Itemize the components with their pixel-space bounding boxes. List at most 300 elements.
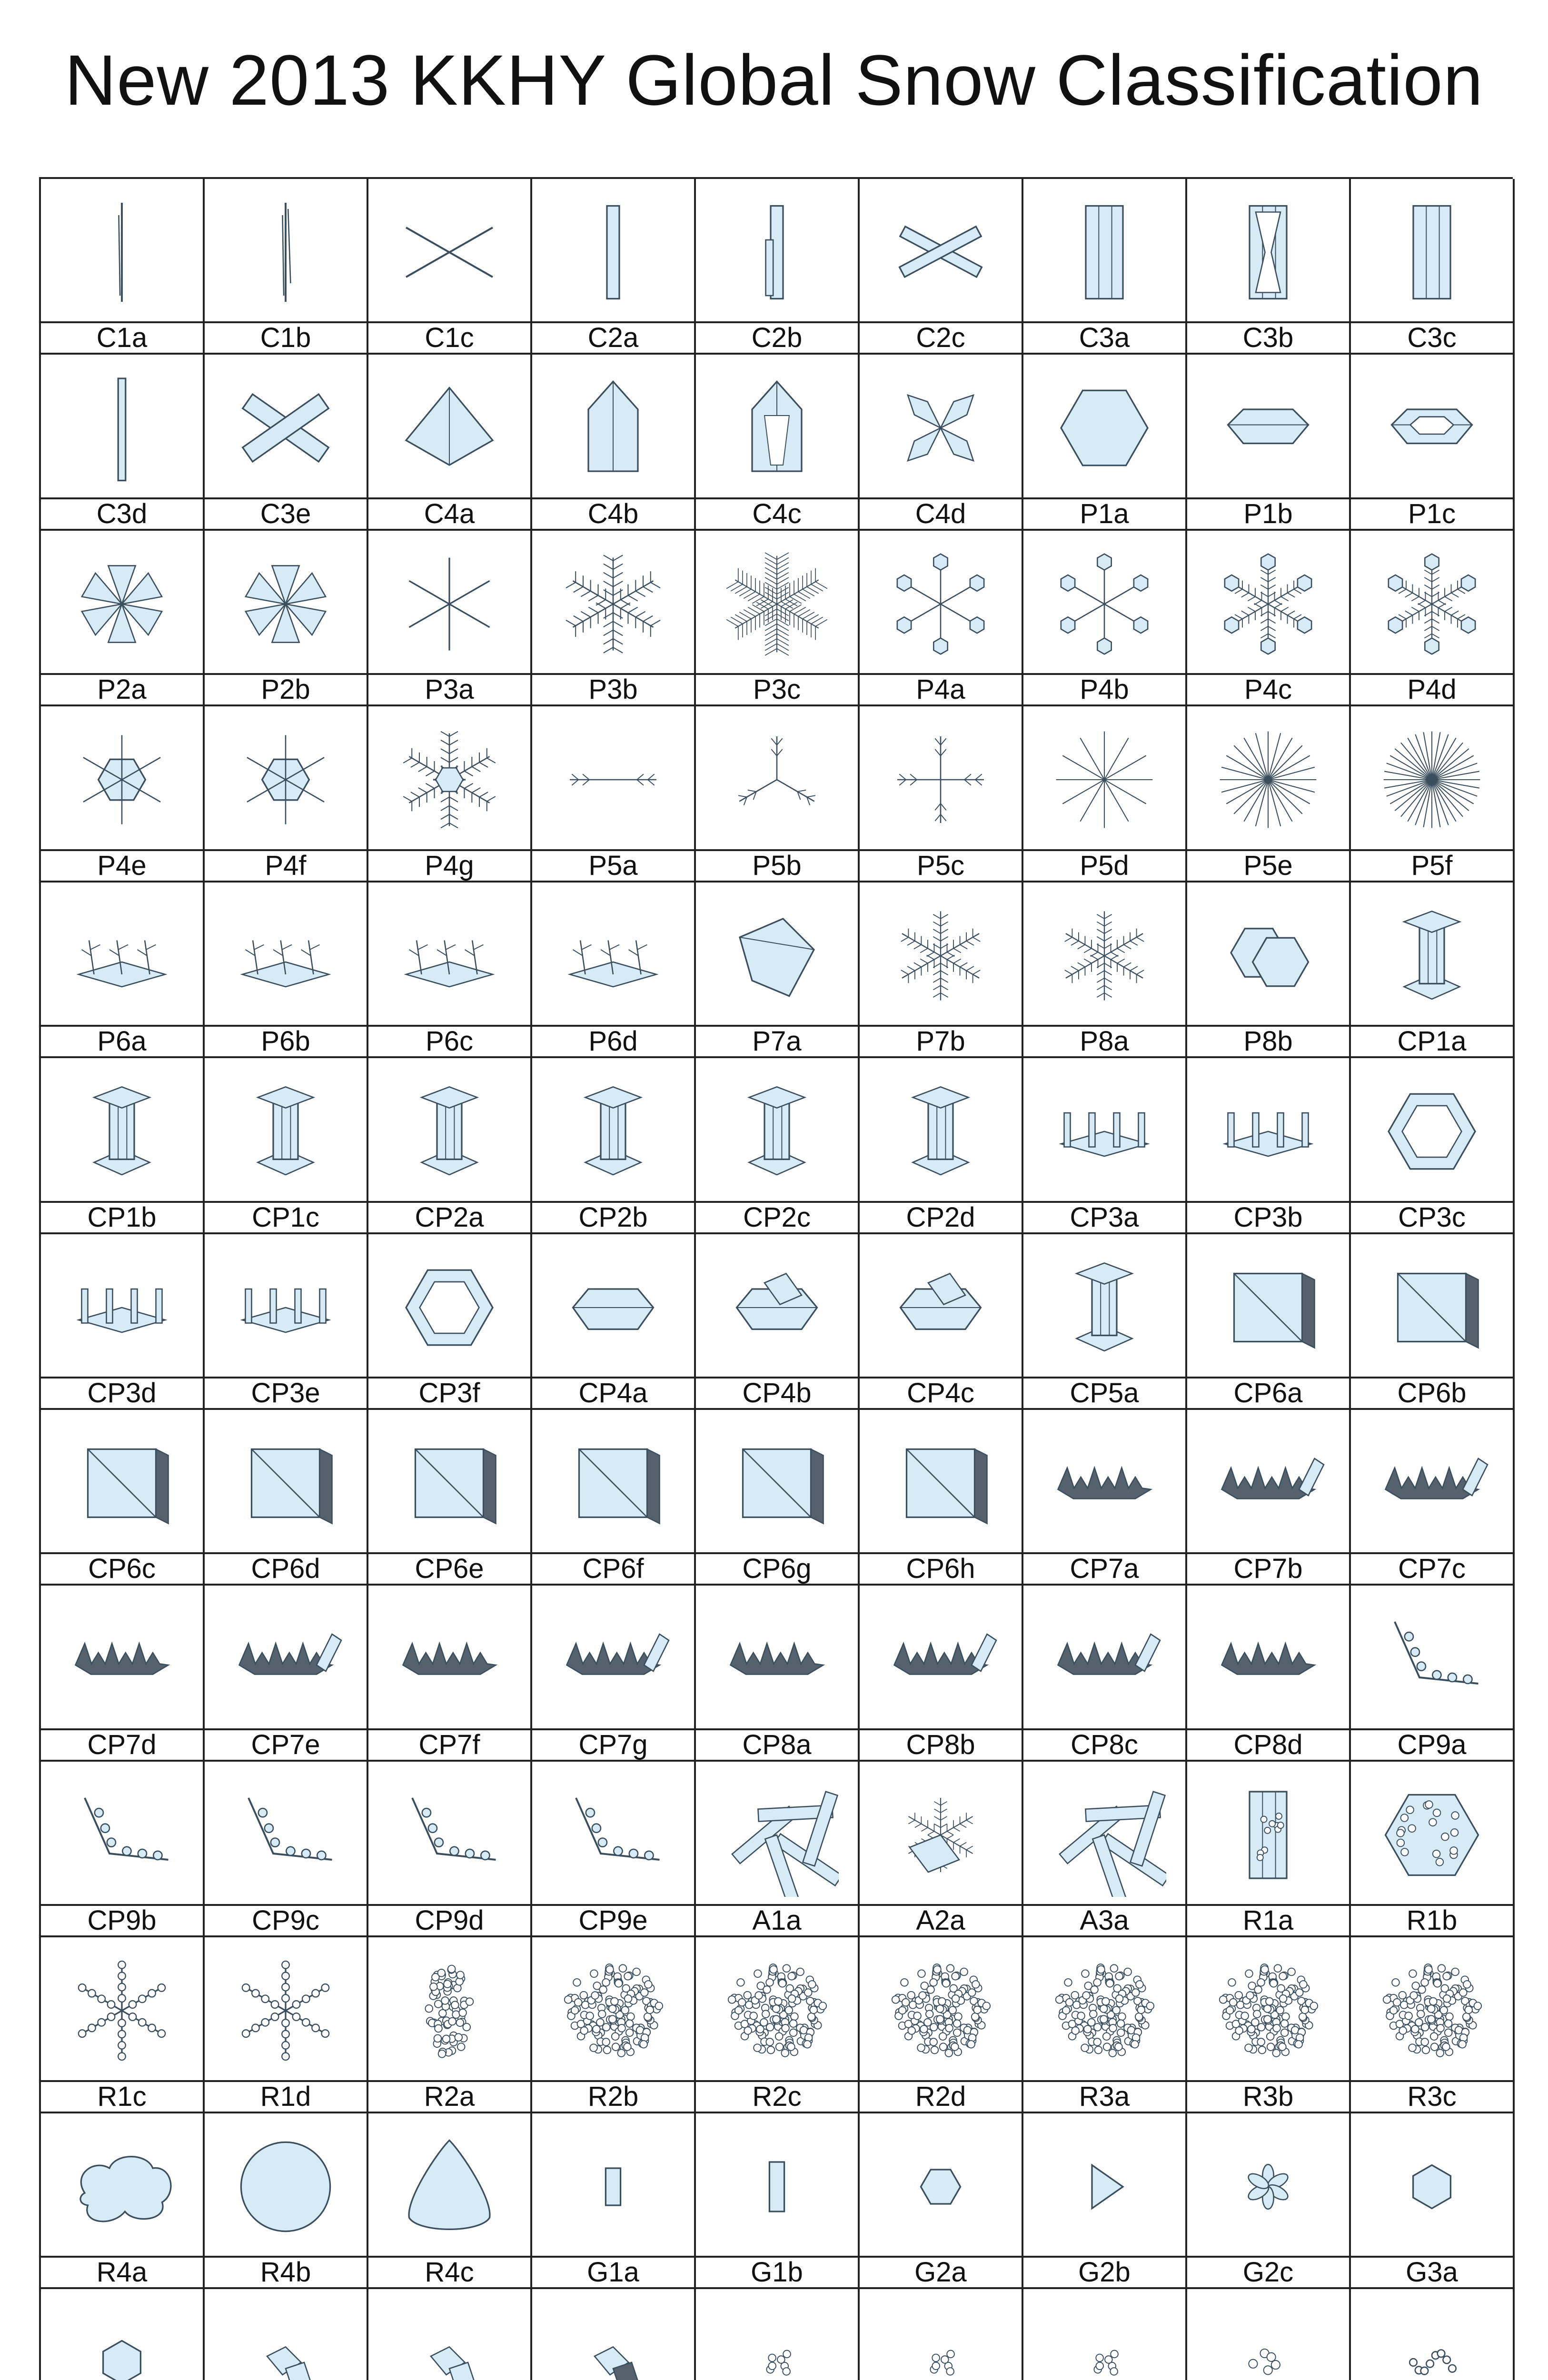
hollow-plate-icon: [387, 1246, 511, 1369]
class-cell-p4b: [1023, 531, 1187, 706]
class-cell-p3a: [368, 531, 532, 706]
class-code-label: P5e: [1187, 849, 1349, 881]
mini-column-icon: [551, 2125, 675, 2249]
column-spikes-icon: [1042, 1070, 1166, 1193]
class-cell-cp2c: [696, 1058, 860, 1234]
class-cell-g4a: [205, 2289, 368, 2380]
prism-wedge-icon: [224, 1421, 347, 1545]
class-cell-c4a: [368, 355, 532, 530]
skeletal-plate-icon: [1370, 366, 1494, 490]
class-code-label: P6b: [205, 1025, 367, 1056]
class-cell-r2d: [860, 1937, 1023, 2113]
class-cell-g2c: [1187, 2113, 1351, 2289]
class-code-label: P4e: [41, 849, 203, 881]
class-cell-cp1c: [205, 1058, 368, 1234]
irregular-assembly-icon: [879, 1421, 1002, 1545]
solid-column-icon: [1042, 190, 1166, 314]
class-cell-r1d: [205, 1937, 368, 2113]
hollow-bullet-icon: [715, 366, 839, 490]
class-code-label: CP1c: [205, 1201, 367, 1232]
class-cell-p4a: [860, 531, 1023, 706]
diamond-chain-icon: [224, 1597, 347, 1721]
class-code-label: P4b: [1023, 673, 1185, 704]
class-code-label: CP4a: [532, 1377, 694, 1408]
class-code-label: CP4b: [696, 1377, 858, 1408]
class-cell-cp3d: [41, 1234, 205, 1410]
plate-needles-icon: [60, 1246, 184, 1369]
class-code-label: P1b: [1187, 497, 1349, 529]
class-cell-cp9b: [41, 1762, 205, 1937]
class-code-label: CP3e: [205, 1377, 367, 1408]
class-cell-c3e: [205, 355, 368, 530]
polyhedron-round-icon: [60, 2301, 184, 2380]
class-code-label: G2a: [860, 2256, 1022, 2287]
mini-plates-icon: [224, 2301, 347, 2380]
class-cell-cp7a: [1023, 1410, 1187, 1586]
class-cell-r4c: [368, 2113, 532, 2289]
class-cell-cp5a: [1023, 1234, 1187, 1410]
class-cell-p2b: [205, 531, 368, 706]
triangle-square-stacked-icon: [1370, 1246, 1494, 1369]
class-cell-h1b: [1351, 2289, 1515, 2380]
class-code-label: P4f: [205, 849, 367, 881]
mini-hexagon-icon: [879, 2125, 1002, 2249]
class-cell-cp9e: [532, 1762, 696, 1937]
classification-grid: [39, 177, 1513, 2380]
class-cell-cp2d: [860, 1058, 1023, 1234]
class-code-label: P1a: [1023, 497, 1185, 529]
column-posts-icon: [1206, 1070, 1330, 1193]
class-cell-c1c: [368, 179, 532, 355]
class-cell-cp6e: [368, 1410, 532, 1586]
class-code-label: P5d: [1023, 849, 1185, 881]
class-cell-c3a: [1023, 179, 1187, 355]
plate-tip-star-icon: [879, 542, 1002, 666]
thick-plate-icon: [1206, 366, 1330, 490]
dendrite-spatial-icon: [224, 894, 347, 1018]
class-code-label: CP8c: [1023, 1728, 1185, 1760]
ice-particles-icon: [715, 2301, 839, 2380]
class-code-label: CP9d: [368, 1904, 530, 1935]
bullet-icon: [551, 366, 675, 490]
class-code-label: P8a: [1023, 1025, 1185, 1056]
class-cell-cp3b: [1187, 1058, 1351, 1234]
class-cell-p1c: [1351, 355, 1515, 530]
class-code-label: R2a: [368, 2080, 530, 2112]
class-code-label: CP6f: [532, 1552, 694, 1584]
class-cell-cp6f: [532, 1410, 696, 1586]
class-code-label: P2a: [41, 673, 203, 704]
class-code-label: CP6e: [368, 1552, 530, 1584]
class-code-label: P5a: [532, 849, 694, 881]
class-code-label: R3a: [1023, 2080, 1185, 2112]
class-cell-p5e: [1187, 706, 1351, 882]
class-code-label: CP6d: [205, 1552, 367, 1584]
class-code-label: R2d: [860, 2080, 1022, 2112]
class-code-label: CP7a: [1023, 1552, 1185, 1584]
hollow-column-icon: [1206, 190, 1330, 314]
class-code-label: P6d: [532, 1025, 694, 1056]
class-cell-cp2a: [368, 1058, 532, 1234]
arrow-spine-icon: [715, 1597, 839, 1721]
class-cell-g4c: [532, 2289, 696, 2380]
class-code-label: CP9c: [205, 1904, 367, 1935]
serrated-hook-icon: [1370, 1421, 1494, 1545]
class-code-label: CP7b: [1187, 1552, 1349, 1584]
class-cell-cp9c: [205, 1762, 368, 1937]
class-cell-r3c: [1351, 1937, 1515, 2113]
class-code-label: CP6b: [1351, 1377, 1513, 1408]
hexagonal-plate-icon: [1042, 366, 1166, 490]
class-cell-cp9d: [368, 1762, 532, 1937]
class-code-label: R1d: [205, 2080, 367, 2112]
bevel-plate-icon: [551, 1246, 675, 1369]
corner-prism-icon: [60, 1421, 184, 1545]
dense-plate-tip-icon: [1370, 542, 1494, 666]
hexagonal-graupel-icon: [60, 2125, 184, 2249]
class-cell-cp1a: [1351, 883, 1515, 1058]
plate-column-cluster-icon: [879, 1246, 1002, 1369]
bullet-on-dendrite-icon: [551, 1070, 675, 1193]
class-code-label: C4d: [860, 497, 1022, 529]
class-code-label: CP2b: [532, 1201, 694, 1232]
class-code-label: P6a: [41, 1025, 203, 1056]
class-cell-cp3e: [205, 1234, 368, 1410]
rimed-column-icon: [1206, 1773, 1330, 1897]
crossed-columns-icon: [224, 366, 347, 490]
class-cell-c1a: [41, 179, 205, 355]
sheath-icon: [551, 190, 675, 314]
class-cell-cp3a: [1023, 1058, 1187, 1234]
class-code-label: CP7c: [1351, 1552, 1513, 1584]
class-code-label: P5b: [696, 849, 858, 881]
class-cell-g2a: [860, 2113, 1023, 2289]
class-code-label: C2c: [860, 321, 1022, 353]
plate-posts-icon: [224, 1246, 347, 1369]
serrated-bend-icon: [1206, 1421, 1330, 1545]
class-code-label: CP1b: [41, 1201, 203, 1232]
frozen-drop-chain-icon: [1370, 2301, 1494, 2380]
class-cell-p5c: [860, 706, 1023, 882]
class-code-label: C4b: [532, 497, 694, 529]
class-cell-p5f: [1351, 706, 1515, 882]
class-cell-p6c: [368, 883, 532, 1058]
broad-branch-icon: [224, 542, 347, 666]
class-code-label: C3e: [205, 497, 367, 529]
class-cell-p4f: [205, 706, 368, 882]
class-code-label: CP6g: [696, 1552, 858, 1584]
class-cell-p5d: [1023, 706, 1187, 882]
class-code-label: CP4c: [860, 1377, 1022, 1408]
class-code-label: C3b: [1187, 321, 1349, 353]
class-code-label: C1a: [41, 321, 203, 353]
mini-star-icon: [1206, 2125, 1330, 2249]
class-cell-cp2b: [532, 1058, 696, 1234]
cone-graupel-icon: [387, 2125, 511, 2249]
bud-fan-icon: [224, 1773, 347, 1897]
class-code-label: CP2d: [860, 1201, 1022, 1232]
class-code-label: CP5a: [1023, 1377, 1185, 1408]
class-cell-cp3c: [1351, 1058, 1515, 1234]
class-code-label: P4a: [860, 673, 1022, 704]
class-code-label: A2a: [860, 1904, 1022, 1935]
mixed-aggregate-icon: [1042, 1773, 1166, 1897]
mini-column-tall-icon: [715, 2125, 839, 2249]
triangle-square-icon: [1206, 1246, 1330, 1369]
graupel-like-icon: [1042, 1949, 1166, 2073]
sectored-tip-star-icon: [1042, 542, 1166, 666]
plate-spatial-icon: [60, 894, 184, 1018]
class-code-label: CP8b: [860, 1728, 1022, 1760]
capped-rosette-dendrite-icon: [879, 1070, 1002, 1193]
class-cell-r3a: [1023, 1937, 1187, 2113]
class-code-label: C1b: [205, 321, 367, 353]
class-code-label: P5c: [860, 849, 1022, 881]
mixed-assembly-icon: [551, 1421, 675, 1545]
rod-icon: [60, 366, 184, 490]
three-branch-icon: [715, 718, 839, 842]
class-cell-p6b: [205, 883, 368, 1058]
class-code-label: CP6h: [860, 1552, 1022, 1584]
class-code-label: CP3b: [1187, 1201, 1349, 1232]
class-code-label: CP3f: [368, 1377, 530, 1408]
class-code-label: R1b: [1351, 1904, 1513, 1935]
class-code-label: P5f: [1351, 849, 1513, 881]
class-cell-cp7e: [205, 1586, 368, 1761]
broken-branch-icon: [1042, 2301, 1166, 2380]
column-aggregate-icon: [715, 1773, 839, 1897]
class-cell-cp8a: [696, 1586, 860, 1761]
class-cell-p2a: [41, 531, 205, 706]
class-code-label: CP8a: [696, 1728, 858, 1760]
class-code-label: R2c: [696, 2080, 858, 2112]
double-plate-icon: [1206, 894, 1330, 1018]
class-cell-p8a: [1023, 883, 1187, 1058]
class-cell-c2c: [860, 179, 1023, 355]
class-code-label: A1a: [696, 1904, 858, 1935]
class-cell-cp9a: [1351, 1586, 1515, 1761]
dendrite-spatial-small-icon: [551, 894, 675, 1018]
mini-column-cluster-icon: [387, 2301, 511, 2380]
class-code-label: G2b: [1023, 2256, 1185, 2287]
capped-column-icon: [1370, 894, 1494, 1018]
dense-multi-branch-icon: [1370, 718, 1494, 842]
column-assembly-icon: [1042, 1246, 1166, 1369]
class-code-label: C4c: [696, 497, 858, 529]
sectored-plate-branches-icon: [224, 718, 347, 842]
mini-irregular-icon: [551, 2301, 675, 2380]
class-cell-cp1b: [41, 1058, 205, 1234]
class-cell-cp3f: [368, 1234, 532, 1410]
class-cell-c3c: [1351, 179, 1515, 355]
class-code-label: CP1a: [1351, 1025, 1513, 1056]
class-code-label: A3a: [1023, 1904, 1185, 1935]
class-cell-r2b: [532, 1937, 696, 2113]
class-cell-a3a: [1023, 1762, 1187, 1937]
class-code-label: C4a: [368, 497, 530, 529]
class-code-label: CP2c: [696, 1201, 858, 1232]
twelve-branch-icon: [1042, 718, 1166, 842]
class-code-label: CP8d: [1187, 1728, 1349, 1760]
class-cell-p7a: [696, 883, 860, 1058]
capped-column-dendrite-icon: [60, 1070, 184, 1193]
arrow-bend-icon: [1206, 1597, 1330, 1721]
sectored-plate-icon: [60, 542, 184, 666]
class-cell-p3c: [696, 531, 860, 706]
class-code-label: R1c: [41, 2080, 203, 2112]
class-code-label: CP6c: [41, 1552, 203, 1584]
bow-tie-icon: [715, 1421, 839, 1545]
class-code-label: CP9a: [1351, 1728, 1513, 1760]
class-code-label: CP9e: [532, 1904, 694, 1935]
dense-dendrite-icon: [715, 542, 839, 666]
class-cell-g3a: [1351, 2113, 1515, 2289]
faceted-plates-icon: [715, 1246, 839, 1369]
class-cell-c4c: [696, 355, 860, 530]
class-code-label: CP7e: [205, 1728, 367, 1760]
class-code-label: R1a: [1187, 1904, 1349, 1935]
needle-icon: [60, 190, 184, 314]
class-code-label: P3b: [532, 673, 694, 704]
class-cell-c3b: [1187, 179, 1351, 355]
class-cell-p1a: [1023, 355, 1187, 530]
arrow-hook-icon: [1042, 1597, 1166, 1721]
class-cell-cp6b: [1351, 1234, 1515, 1410]
class-cell-g3b: [41, 2289, 205, 2380]
class-code-label: R4a: [41, 2256, 203, 2287]
spiked-corner-icon: [551, 1773, 675, 1897]
class-cell-i1a: [696, 2289, 860, 2380]
class-cell-r3b: [1187, 1937, 1351, 2113]
grooved-column-icon: [1370, 190, 1494, 314]
class-cell-g1b: [696, 2113, 860, 2289]
class-code-label: C2a: [532, 321, 694, 353]
page-title: New 2013 KKHY Global Snow Classification: [64, 40, 1484, 120]
class-cell-p5a: [532, 706, 696, 882]
densely-rimed-star-icon: [224, 1949, 347, 2073]
bead-chain-icon: [387, 1597, 511, 1721]
hollow-star-icon: [1370, 1070, 1494, 1193]
class-code-label: C3d: [41, 497, 203, 529]
class-code-label: P6c: [368, 1025, 530, 1056]
lump-graupel-icon: [224, 2125, 347, 2249]
class-code-label: CP9b: [41, 1904, 203, 1935]
bud-curve-icon: [60, 1773, 184, 1897]
class-cell-cp8b: [860, 1586, 1023, 1761]
class-code-label: R4c: [368, 2256, 530, 2287]
class-cell-i2a: [860, 2289, 1023, 2380]
class-cell-g4b: [368, 2289, 532, 2380]
class-cell-p4c: [1187, 531, 1351, 706]
bullet-on-plate-icon: [387, 1070, 511, 1193]
class-cell-cp4b: [696, 1234, 860, 1410]
class-cell-cp7d: [41, 1586, 205, 1761]
rimed-star-icon: [60, 1949, 184, 2073]
star-icon: [387, 542, 511, 666]
class-cell-cp6c: [41, 1410, 205, 1586]
class-cell-p7b: [860, 883, 1023, 1058]
class-cell-r4a: [41, 2113, 205, 2289]
radiating-plates-icon: [715, 894, 839, 1018]
class-code-label: CP2a: [368, 1201, 530, 1232]
bullet-rosette-icon: [879, 366, 1002, 490]
class-code-label: G1b: [696, 2256, 858, 2287]
class-cell-r2c: [696, 1937, 860, 2113]
class-cell-r1a: [1187, 1762, 1351, 1937]
class-cell-a2a: [860, 1762, 1023, 1937]
rime-particles-icon: [879, 2301, 1002, 2380]
arrow-fork-icon: [879, 1597, 1002, 1721]
radiating-dendrites-icon: [879, 894, 1002, 1018]
graupel-cluster-icon: [1370, 1949, 1494, 2073]
serrated-band-icon: [1042, 1421, 1166, 1545]
multi-branch-icon: [1206, 718, 1330, 842]
class-code-label: R3c: [1351, 2080, 1513, 2112]
mini-triangle-icon: [1042, 2125, 1166, 2249]
class-cell-c2b: [696, 179, 860, 355]
capped-rosette-icon: [715, 1070, 839, 1193]
spiked-angle-icon: [387, 1773, 511, 1897]
class-cell-cp7c: [1351, 1410, 1515, 1586]
class-cell-p4d: [1351, 531, 1515, 706]
class-cell-cp4c: [860, 1234, 1023, 1410]
rimed-dendrite-icon: [879, 1949, 1002, 2073]
class-cell-cp8d: [1187, 1586, 1351, 1761]
class-code-label: P4c: [1187, 673, 1349, 704]
class-cell-p5b: [696, 706, 860, 882]
polyhedron-icon: [1370, 2125, 1494, 2249]
class-cell-cp6a: [1187, 1234, 1351, 1410]
class-cell-r1c: [41, 1937, 205, 2113]
bud-angle-icon: [1370, 1597, 1494, 1721]
class-code-label: R2b: [532, 2080, 694, 2112]
class-cell-p8b: [1187, 883, 1351, 1058]
rimed-plate-icon: [1370, 1773, 1494, 1897]
fern-star-icon: [551, 542, 675, 666]
class-cell-r4b: [205, 2113, 368, 2289]
fern-plate-tip-icon: [1206, 542, 1330, 666]
class-code-label: P7a: [696, 1025, 858, 1056]
class-code-label: P8b: [1187, 1025, 1349, 1056]
class-cell-i3a: [1023, 2289, 1187, 2380]
needle-bundle-icon: [224, 190, 347, 314]
class-cell-cp6g: [696, 1410, 860, 1586]
class-cell-h1a: [1187, 2289, 1351, 2380]
class-code-label: CP7d: [41, 1728, 203, 1760]
class-code-label: C2b: [696, 321, 858, 353]
class-code-label: P7b: [860, 1025, 1022, 1056]
rimed-plate-dense-icon: [551, 1949, 675, 2073]
class-code-label: CP6a: [1187, 1377, 1349, 1408]
capped-column-fern-icon: [224, 1070, 347, 1193]
class-code-label: C3a: [1023, 321, 1185, 353]
class-code-label: P1c: [1351, 497, 1513, 529]
diamond-plate-icon: [551, 1597, 675, 1721]
plate-fern-icon: [387, 718, 511, 842]
frozen-drops-icon: [1206, 2301, 1330, 2380]
class-cell-r1b: [1351, 1762, 1515, 1937]
class-code-label: CP7g: [532, 1728, 694, 1760]
class-cell-a1a: [696, 1762, 860, 1937]
class-code-label: P4g: [368, 849, 530, 881]
class-cell-cp7b: [1187, 1410, 1351, 1586]
plate-aggregate-icon: [879, 1773, 1002, 1897]
class-cell-p6a: [41, 883, 205, 1058]
graupel-round-icon: [1206, 1949, 1330, 2073]
class-code-label: CP7f: [368, 1728, 530, 1760]
class-code-label: P3a: [368, 673, 530, 704]
class-cell-p4e: [41, 706, 205, 882]
